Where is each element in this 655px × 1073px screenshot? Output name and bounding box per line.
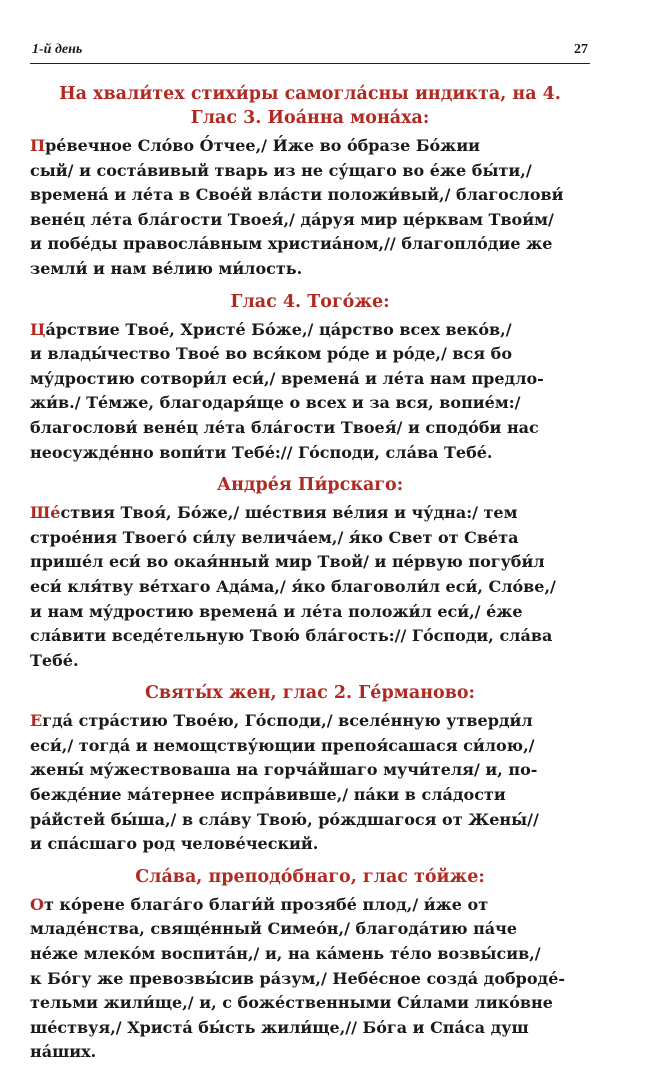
drop-initial: Е — [30, 711, 43, 731]
text-line: ра́йстей бы́ша,/ в сла́ву Твою́, ро́ждшагося от Жены́// — [30, 809, 539, 829]
text-line: к Бо́гу же превозвы́сив ра́зум,/ Небе́сное созда́ доброде́- — [30, 968, 566, 988]
text-line-content: а́рствие Твое́, Христе́ Бо́же,/ ца́рство всех веко́в,/ — [45, 319, 512, 339]
text-line: ше́ствуя,/ Христа́ бы́сть жили́ще,// Бо́га и Спа́са душ — [30, 1017, 529, 1037]
text-line — [30, 893, 590, 918]
text-line: и побе́ды правосла́вным христиа́ном,// благопло́дие же — [30, 234, 553, 254]
rubric-line: Сла́ва, преподо́бнаго, глас то́йже: — [135, 866, 485, 887]
text-line: еси́,/ тогда́ и немощству́ющии препоя́сашася си́лою,/ — [30, 735, 535, 755]
text-line: тельми жили́ще,/ и, с боже́ственными Си́лами лико́вне — [30, 993, 553, 1013]
rubric-heading — [30, 290, 590, 314]
text-line: на́ших. — [30, 1042, 97, 1062]
text-line: бежде́ние ма́тернее испра́вивше,/ па́ки в сла́дости — [30, 785, 506, 805]
running-head — [30, 42, 590, 64]
rubric-heading — [30, 82, 590, 130]
text-line — [30, 134, 590, 159]
page-number: 27 — [574, 42, 588, 57]
text-line: жи́в./ Те́мже, благодаря́ще о всех и за вся, вопие́м:/ — [30, 393, 521, 413]
drop-initial: Ц — [30, 319, 46, 339]
stichera-text — [30, 134, 590, 282]
running-head-title: 1-й день — [32, 42, 83, 57]
text-line: строе́ния Твоего́ си́лу велича́ем,/ я́ко Свет от Све́та — [30, 527, 519, 547]
text-line: Тебе́. — [30, 650, 79, 670]
text-line: не́же млеко́м воспита́н,/ и, на ка́мень те́ло возвы́сив,/ — [30, 944, 541, 964]
rubric-heading — [30, 473, 590, 497]
stichera-text — [30, 709, 590, 857]
book-page — [30, 42, 590, 1073]
text-line: неосужде́нно вопи́ти Тебе́:// Го́споди, сла́ва Тебе́. — [30, 442, 493, 462]
drop-initial: Ше́ — [30, 503, 61, 523]
stichera-text — [30, 318, 590, 466]
text-line: сый/ и соста́вивый тварь из не су́щаго во е́же бы́ти,/ — [30, 160, 532, 180]
rubric-line: Глас 4. Того́же: — [230, 291, 390, 312]
rubric-heading — [30, 865, 590, 889]
text-line-content: ре́вечное Сло́во О́тчее,/ И́же во о́бразе Бо́жии — [45, 136, 481, 155]
text-line — [30, 318, 590, 343]
text-line: и влады́чество Твое́ во вся́ком ро́де и ро́де,/ вся бо — [30, 344, 512, 364]
stichera-text — [30, 501, 590, 673]
text-line: еси́ кля́тву ве́тхаго Ада́ма,/ я́ко благоволи́л еси́, Сло́ве,/ — [30, 576, 556, 596]
rubric-heading — [30, 681, 590, 705]
text-line: му́дростию сотвори́л еси́,/ времена́ и ле́та нам предло- — [30, 368, 544, 388]
text-line: сла́вити вседе́тельную Твою́ бла́гость:// Го́споди, сла́ва — [30, 626, 553, 646]
text-line: прише́л еси́ во окая́нный мир Твой/ и пе́рвую погуби́л — [30, 552, 545, 572]
rubric-line: Андре́я Пи́рскаго: — [216, 475, 404, 496]
text-line-content: ствия Твоя́, Бо́же,/ ше́ствия ве́лия и чу́дна:/ тем — [60, 503, 518, 523]
stichera-text — [30, 893, 590, 1065]
text-line: времена́ и ле́та в Свое́й вла́сти положи́вый,/ благослови́ — [30, 185, 564, 205]
drop-initial: П — [30, 136, 46, 155]
rubric-line: Святы́х жен, глас 2. Ге́рманово: — [144, 683, 475, 704]
text-line: жены́ му́жествоваша на горча́йшаго мучи́теля/ и, по- — [30, 760, 538, 780]
text-line: и спа́сшаго род челове́ческий. — [30, 834, 319, 854]
text-line-content: т ко́рене блага́го благи́й прозябе́ плод,/ и́же от — [43, 894, 489, 914]
text-line: и нам му́дростию времена́ и ле́та положи́л еси́,/ е́же — [30, 601, 523, 621]
page-content — [30, 82, 590, 1065]
text-line: младе́нства, свяще́нный Симео́н,/ благода́тию па́че — [30, 919, 518, 939]
text-line: благослови́ вене́ц ле́та бла́гости Твоея́/ и сподо́би нас — [30, 417, 539, 437]
rubric-line: На хвали́тех стихи́ры самогла́сны индикта, на 4. — [59, 84, 561, 104]
rubric-line: Глас 3. Иоа́нна мона́ха: — [190, 108, 430, 128]
text-line — [30, 501, 590, 526]
text-line — [30, 709, 590, 734]
text-line-content: гда́ стра́стию Твое́ю, Го́споди,/ вселе́нную утверди́л — [42, 711, 533, 731]
drop-initial: О — [30, 894, 44, 914]
text-line: земли́ и нам ве́лию ми́лость. — [30, 258, 303, 278]
text-line: вене́ц ле́та бла́гости Твоея́,/ да́руя мир це́рквам Твои́м/ — [30, 209, 554, 229]
